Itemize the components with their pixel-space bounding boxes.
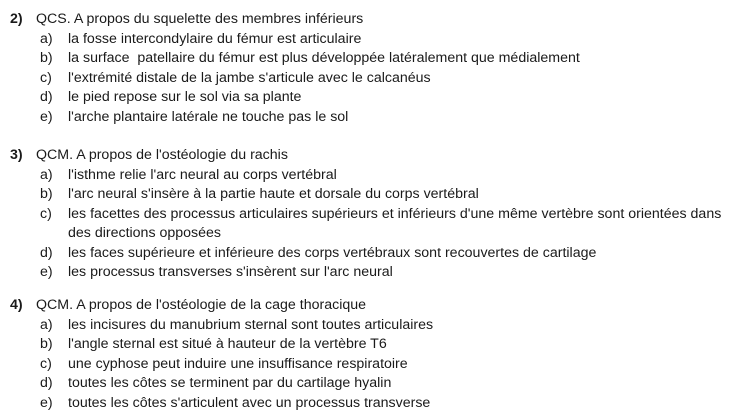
- option-letter: a): [40, 30, 53, 47]
- option-text: les faces supérieure et inférieure des corps vertébraux sont recouvertes de cartilage: [68, 244, 597, 261]
- option-item: [10, 30, 723, 50]
- option-letter: d): [40, 244, 53, 261]
- option-item: [10, 316, 723, 336]
- option-text: la fosse intercondylaire du fémur est articulaire: [68, 30, 362, 47]
- option-letter: c): [40, 355, 52, 372]
- question-title: QCS. A propos du squelette des membres inférieurs: [36, 11, 364, 27]
- option-item: [10, 394, 723, 414]
- question-number: 4): [10, 297, 23, 313]
- option-item: [10, 185, 723, 205]
- question-title: QCM. A propos de l'ostéologie du rachis: [36, 147, 288, 163]
- option-text: le pied repose sur le sol via sa plante: [68, 89, 302, 105]
- question-3: [10, 146, 723, 283]
- option-item: [10, 205, 723, 244]
- question-header: [10, 296, 723, 316]
- option-text: les processus transverses s'insèrent sur l'arc neural: [68, 264, 393, 280]
- option-item: [10, 244, 723, 264]
- option-text: l'arc neural s'insère à la partie haute et dorsale du corps vertébral: [68, 186, 479, 202]
- option-letter: a): [40, 316, 53, 333]
- option-item: [10, 88, 723, 108]
- option-list: [10, 316, 723, 414]
- option-text: l'extrémité distale de la jambe s'articule avec le calcanéus: [68, 69, 431, 86]
- option-item: [10, 263, 723, 283]
- option-item: [10, 166, 723, 186]
- option-letter: e): [40, 264, 53, 280]
- question-header: [10, 10, 723, 30]
- option-text: l'isthme relie l'arc neural au corps vertébral: [68, 166, 337, 183]
- option-letter: c): [40, 69, 52, 86]
- option-letter: b): [40, 336, 53, 352]
- option-item: [10, 335, 723, 355]
- question-header: [10, 146, 723, 166]
- option-letter: b): [40, 50, 53, 66]
- option-text: toutes les côtes s'articulent avec un processus transverse: [68, 394, 431, 411]
- question-4: [10, 296, 723, 413]
- option-letter: e): [40, 394, 53, 411]
- question-title: QCM. A propos de l'ostéologie de la cage thoracique: [36, 297, 367, 313]
- option-letter: b): [40, 186, 53, 202]
- option-item: [10, 108, 723, 128]
- option-list: [10, 30, 723, 128]
- question-2: [10, 10, 723, 127]
- option-letter: d): [40, 89, 53, 105]
- option-letter: c): [40, 205, 52, 222]
- option-text: la surface patellaire du fémur est plus développée latéralement que médialement: [68, 50, 580, 66]
- option-item: [10, 49, 723, 69]
- option-text: l'arche plantaire latérale ne touche pas le sol: [68, 108, 349, 125]
- option-item: [10, 374, 723, 394]
- option-item: [10, 355, 723, 375]
- option-text: toutes les côtes se terminent par du cartilage hyalin: [68, 375, 392, 391]
- option-text: les facettes des processus articulaires supérieurs et inférieurs d'une même vertèbre sont orientées dans des directions opposées: [68, 205, 722, 241]
- option-letter: d): [40, 375, 53, 391]
- option-letter: a): [40, 166, 53, 183]
- question-number: 2): [10, 11, 23, 27]
- option-text: les incisures du manubrium sternal sont toutes articulaires: [68, 316, 434, 333]
- option-letter: e): [40, 108, 53, 125]
- option-list: [10, 166, 723, 283]
- question-number: 3): [10, 147, 23, 163]
- option-item: [10, 69, 723, 89]
- option-text: une cyphose peut induire une insuffisance respiratoire: [68, 355, 408, 372]
- option-text: l'angle sternal est situé à hauteur de la vertèbre T6: [68, 336, 387, 352]
